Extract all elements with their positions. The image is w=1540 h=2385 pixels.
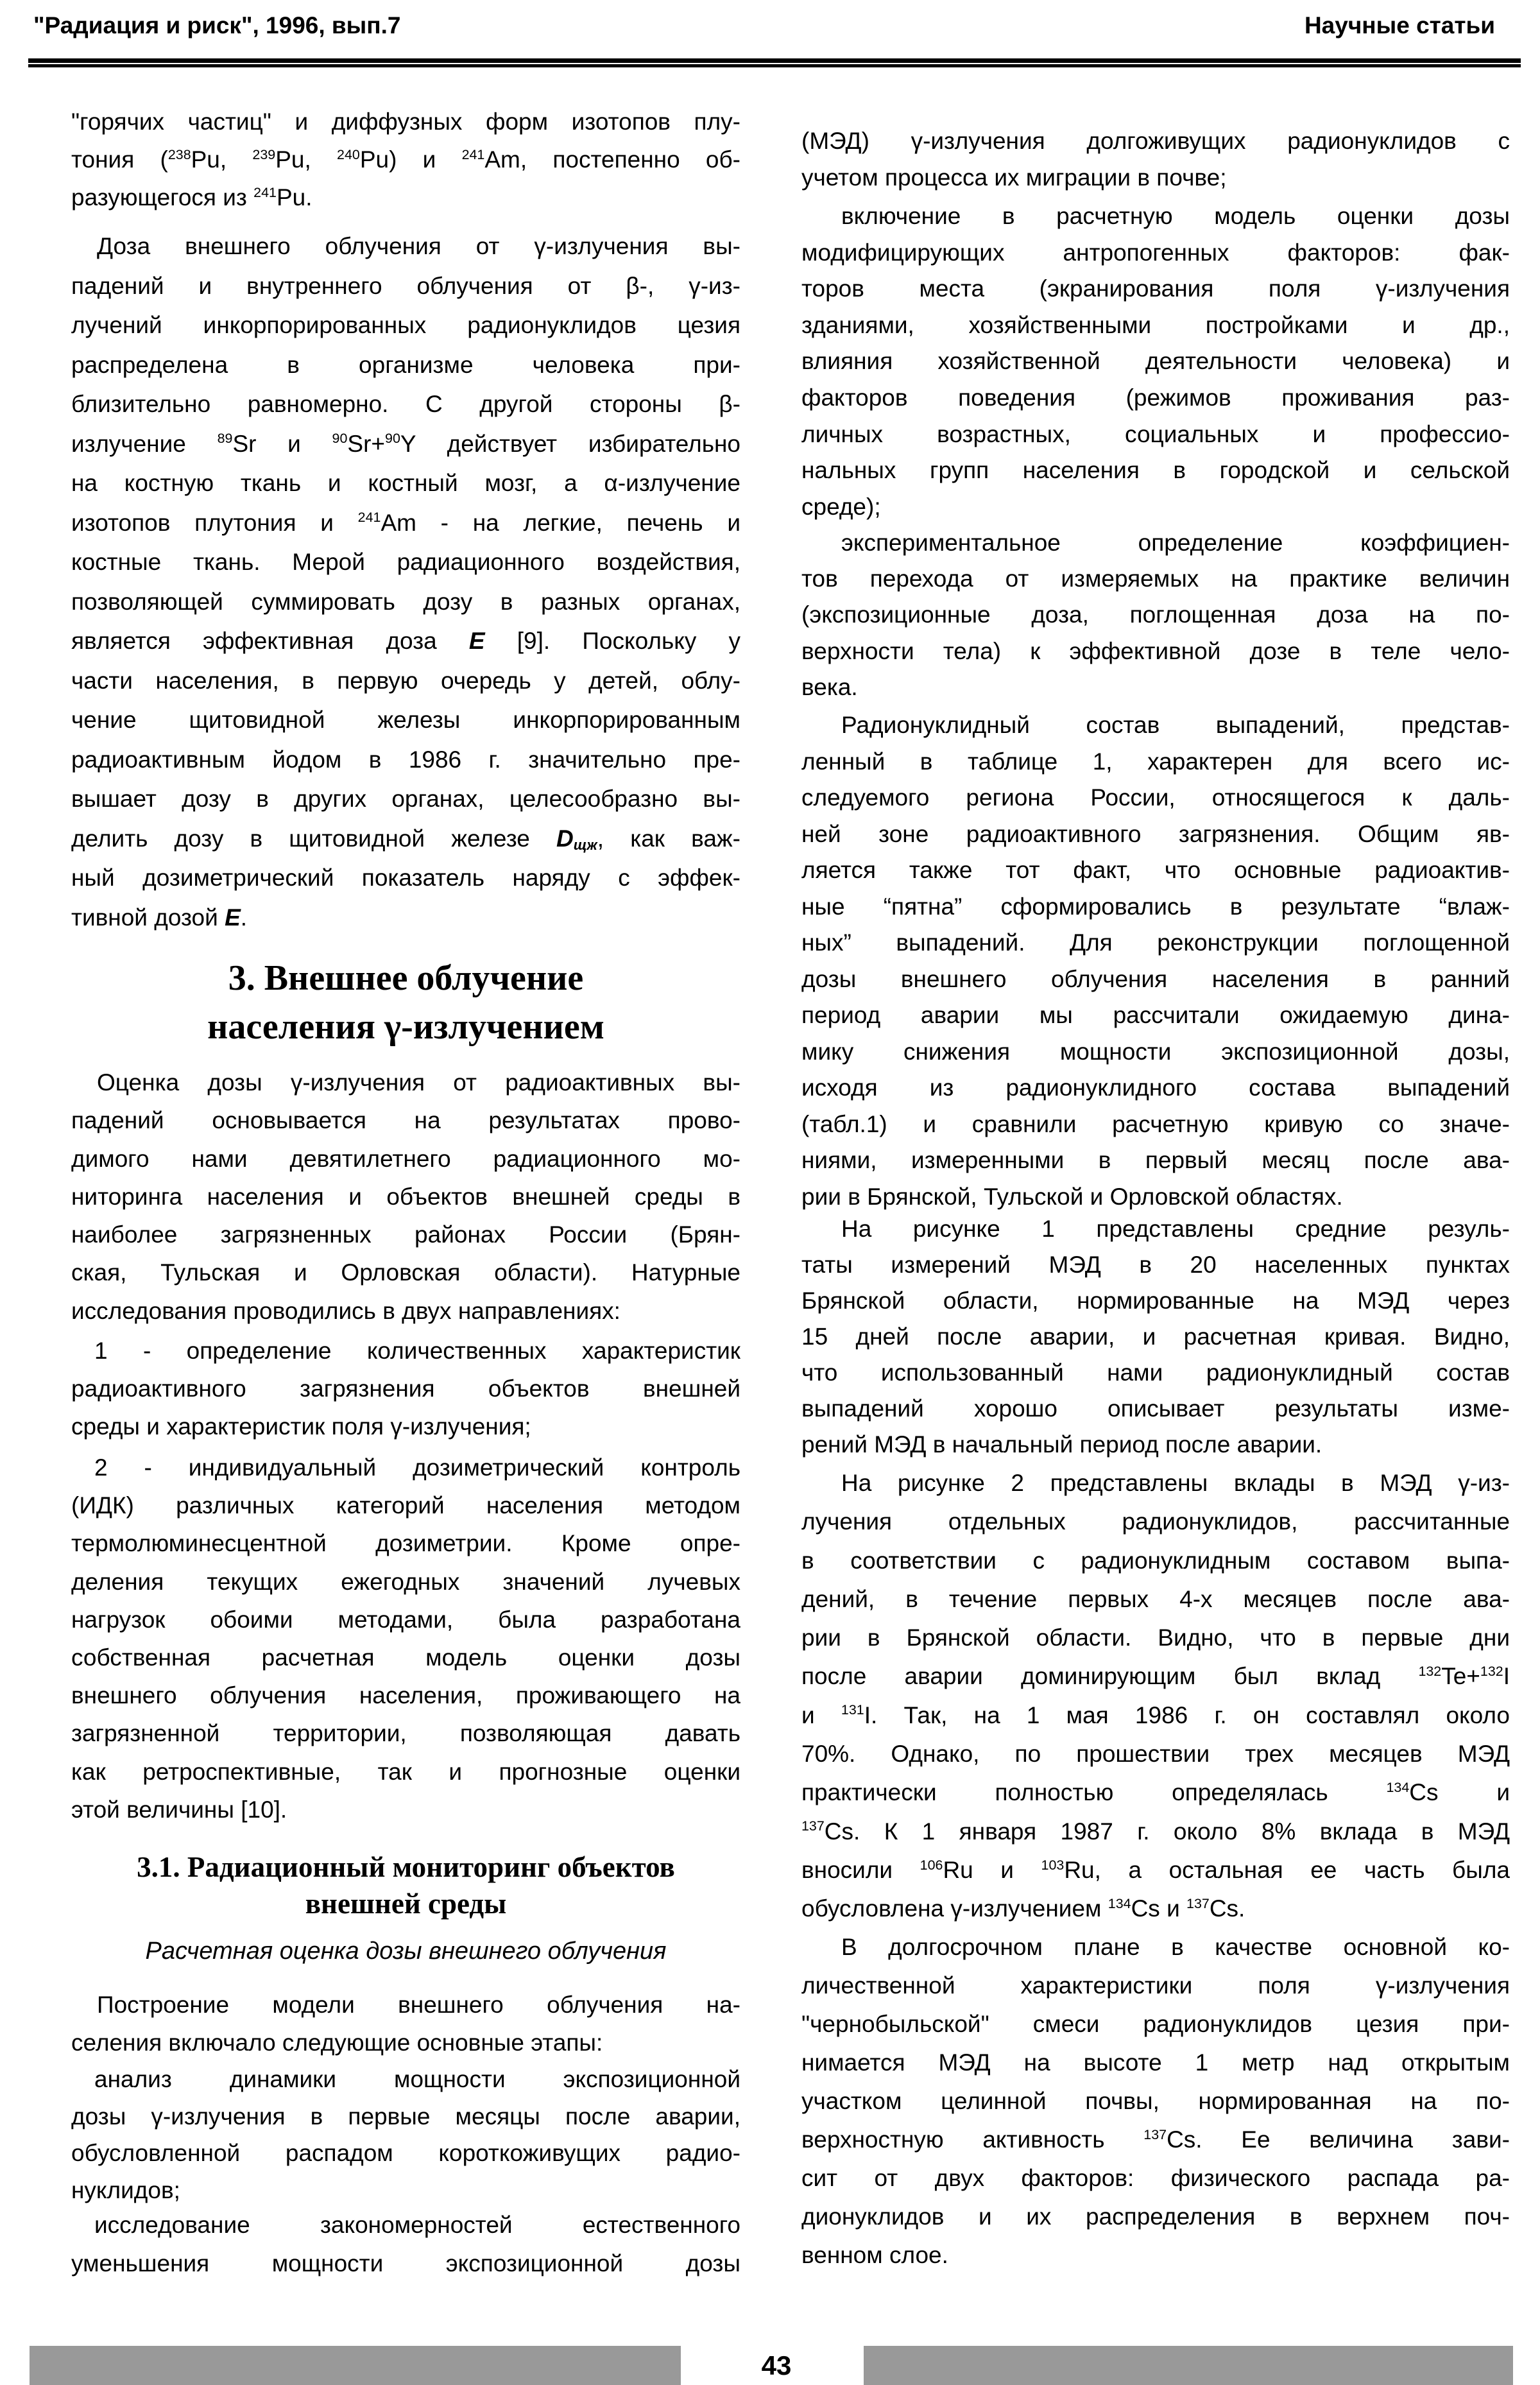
text-line: [801, 1502, 1510, 1541]
text-line: [801, 1319, 1510, 1355]
paragraph: [801, 1928, 1510, 2275]
text-line: [801, 235, 1510, 271]
subsection-heading-line: 3.1. Радиационный мониторинг объектов: [137, 1851, 675, 1883]
text-run: ных” выпадений. Для реконструкции поглощенной: [801, 929, 1510, 956]
text-run: разующегося из: [71, 184, 254, 211]
text-line: [71, 306, 740, 345]
text-run: верхностную активность: [801, 2126, 1144, 2153]
paragraph: [71, 2061, 740, 2209]
text-line: [71, 2024, 740, 2062]
text-line: [801, 271, 1510, 307]
text-run: нальных групп населения в городской и сельской: [801, 457, 1510, 484]
text-line: [801, 1355, 1510, 1391]
paragraph: [801, 707, 1510, 1215]
text-line: [801, 889, 1510, 926]
text-run: "чернобыльской" смеси радионуклидов цезия при-: [801, 2011, 1510, 2037]
text-line: [801, 1967, 1510, 2005]
text-line: [801, 307, 1510, 344]
text-line: [801, 1735, 1510, 1773]
text-run: Построение модели внешнего облучения на-: [97, 1992, 740, 2018]
text-run: анализ динамики мощности экспозиционной: [94, 2066, 740, 2092]
text-line: [801, 2005, 1510, 2044]
text-line: [71, 1676, 740, 1714]
text-line: [71, 1292, 740, 1330]
text-run: мику снижения мощности экспозиционной дозы,: [801, 1038, 1510, 1065]
section-header: Научные статьи: [1304, 12, 1495, 39]
text-run: Pu) и: [359, 146, 462, 173]
text-line: [71, 1563, 740, 1601]
text-run: Pu,: [191, 146, 253, 173]
text-line: [71, 542, 740, 582]
text-line: [71, 424, 740, 464]
text-run: "горячих частиц" и диффузных форм изотопов плу-: [71, 108, 740, 135]
text-run: I: [1503, 1663, 1510, 1690]
text-line: [71, 1449, 740, 1486]
text-run: включение в расчетную модель оценки дозы: [841, 203, 1510, 229]
text-run: селения включало следующие основные этапы:: [71, 2029, 603, 2056]
isotope-mass-superscript: 239: [252, 146, 276, 162]
text-run: чение щитовидной железы инкорпорированным: [71, 707, 740, 733]
text-run: 2 - индивидуальный дозиметрический контроль: [94, 1454, 740, 1481]
text-run: падений и внутреннего облучения от β-, γ-из-: [71, 272, 740, 299]
text-run: венном слое.: [801, 2242, 948, 2268]
text-line: [71, 1986, 740, 2024]
text-run: (ИДК) различных категорий населения методом: [71, 1492, 740, 1519]
subsubsection-heading: Расчетная оценка дозы внешнего облучения: [145, 1938, 667, 1965]
text-run: нагрузок обоими методами, была разработана: [71, 1606, 740, 1633]
text-line: [801, 1812, 1510, 1851]
text-run: Cs и: [1409, 1779, 1510, 1806]
text-line: [71, 1101, 740, 1139]
text-line: [71, 463, 740, 503]
text-line: [801, 597, 1510, 633]
text-run: тивной дозой: [71, 904, 225, 931]
text-run: делить дозу в щитовидной железе: [71, 825, 556, 852]
text-run: нуклидов;: [71, 2177, 180, 2204]
text-line: [801, 2236, 1510, 2275]
text-run: .: [240, 904, 248, 931]
text-run: Am, постепенно об-: [484, 146, 741, 173]
text-run: Te+: [1441, 1663, 1480, 1690]
text-line: [71, 1063, 740, 1101]
text-run: лучений инкорпорированных радионуклидов цезия: [71, 312, 740, 338]
text-run: лучения отдельных радионуклидов, рассчитанные: [801, 1508, 1510, 1535]
text-line: [801, 1391, 1510, 1427]
text-line: [801, 633, 1510, 669]
text-line: [71, 141, 740, 178]
text-line: [801, 1657, 1510, 1696]
footer-bar-left: [30, 2346, 681, 2385]
text-line: [801, 1928, 1510, 1967]
text-run: модифицирующих антропогенных факторов: фак-: [801, 239, 1510, 266]
text-line: [71, 858, 740, 898]
text-run: [9]. Поскольку у: [484, 628, 741, 654]
text-line: [71, 779, 740, 819]
text-run: этой величины [10].: [71, 1796, 287, 1823]
text-line: [801, 1070, 1510, 1106]
text-line: [71, 103, 740, 141]
text-line: [801, 852, 1510, 889]
journal-header: "Радиация и риск", 1996, вып.7: [33, 12, 401, 39]
text-run: торов места (экранирования поля γ-излучения: [801, 275, 1510, 302]
paragraph: [801, 1464, 1510, 1929]
text-run: рений МЭД в начальный период после аварии.: [801, 1431, 1322, 1458]
text-line: [71, 2206, 740, 2244]
text-line: [801, 1179, 1510, 1216]
text-run: исходя из радионуклидного состава выпадений: [801, 1074, 1510, 1101]
text-line: [71, 1140, 740, 1178]
isotope-mass-superscript: 103: [1041, 1857, 1065, 1873]
text-line: [71, 266, 740, 306]
paragraph: [801, 198, 1510, 525]
text-run: Оценка дозы γ-излучения от радиоактивных вы-: [97, 1069, 740, 1096]
text-run: ный дозиметрический показатель наряду с эффек-: [71, 865, 740, 891]
text-run: таты измерений МЭД в 20 населенных пунктах: [801, 1252, 1510, 1278]
header-rule-thick: [28, 58, 1521, 63]
text-run: уменьшения мощности экспозиционной дозы: [71, 2250, 740, 2277]
text-run: костные ткань. Мерой радиационного воздействия,: [71, 549, 740, 575]
text-run: влияния хозяйственной деятельности человека) и: [801, 348, 1510, 375]
header-rule-thin: [28, 64, 1521, 67]
text-line: [71, 1753, 740, 1791]
text-line: [801, 1696, 1510, 1735]
text-line: [801, 417, 1510, 453]
text-line: [801, 1211, 1510, 1247]
text-run: Брянской области, нормированные на МЭД через: [801, 1287, 1510, 1314]
text-run: Доза внешнего облучения от γ-излучения вы-: [97, 233, 740, 259]
text-run: рии в Брянской области. Видно, что в первые дни: [801, 1624, 1510, 1651]
text-line: [801, 1034, 1510, 1071]
isotope-mass-superscript: 90: [385, 431, 400, 447]
text-run: обусловленной распадом короткоживущих радио-: [71, 2140, 740, 2167]
paragraph: [71, 1449, 740, 1829]
text-line: [801, 1851, 1510, 1890]
text-run: учетом процесса их миграции в почве;: [801, 164, 1227, 191]
text-line: [801, 380, 1510, 417]
text-run: тония (: [71, 146, 168, 173]
text-run: ниями, измеренными в первый месяц после ава-: [801, 1147, 1510, 1173]
paragraph: [801, 1211, 1510, 1463]
text-run: Радионуклидный состав выпадений, представ-: [841, 712, 1510, 738]
text-run: на костную ткань и костный мозг, а α-излучение: [71, 470, 740, 496]
text-line: [71, 621, 740, 661]
text-run: Sr и: [232, 430, 332, 457]
text-line: [71, 1408, 740, 1445]
text-run: (табл.1) и сравнили расчетную кривую со значе-: [801, 1110, 1510, 1137]
text-line: [801, 961, 1510, 998]
text-run: среды и характеристик поля γ-излучения;: [71, 1413, 531, 1440]
text-run: что использованный нами радионуклидный состав: [801, 1359, 1510, 1386]
text-run: тов перехода от измеряемых на практике величин: [801, 565, 1510, 592]
text-line: [801, 780, 1510, 816]
text-run: в соответствии с радионуклидным составом выпа-: [801, 1547, 1510, 1574]
text-line: [801, 489, 1510, 526]
isotope-mass-superscript: 137: [1143, 2126, 1167, 2142]
text-line: [801, 525, 1510, 561]
paragraph: [71, 1986, 740, 2062]
text-line: [801, 2159, 1510, 2198]
text-run: Cs. Ее величина зави-: [1167, 2126, 1510, 2153]
text-run: среде);: [801, 493, 881, 520]
text-line: [71, 2061, 740, 2098]
text-run: сит от двух факторов: физического распада ра-: [801, 2165, 1510, 2191]
text-run: рии в Брянской, Тульской и Орловской областях.: [801, 1183, 1343, 1210]
text-run: ляется также тот факт, что основные радиоактив-: [801, 857, 1510, 883]
text-line: [71, 898, 740, 938]
paragraph: [71, 227, 740, 937]
text-line: [801, 1580, 1510, 1619]
dose-symbol: E: [468, 628, 485, 654]
isotope-mass-superscript: 241: [461, 146, 485, 162]
text-run: зданиями, хозяйственными постройками и др.,: [801, 311, 1510, 338]
text-run: и: [801, 1701, 841, 1728]
text-run: деления текущих ежегодных значений лучевых: [71, 1568, 740, 1595]
text-run: На рисунке 2 представлены вклады в МЭД γ-из-: [841, 1470, 1510, 1496]
subsection-heading-line: внешней среды: [305, 1888, 507, 1920]
dose-symbol: D: [556, 825, 574, 852]
text-line: [801, 925, 1510, 961]
text-line: [801, 561, 1510, 597]
text-run: наиболее загрязненных районах России (Брян-: [71, 1221, 740, 1248]
text-line: [801, 816, 1510, 853]
text-run: Ru и: [943, 1856, 1041, 1883]
text-run: дозы внешнего облучения населения в ранний: [801, 965, 1510, 992]
text-line: [71, 345, 740, 385]
section-heading-line: населения γ-излучением: [207, 1007, 604, 1047]
text-line: [801, 1142, 1510, 1179]
text-run: изотопов плутония и: [71, 509, 358, 536]
text-run: века.: [801, 673, 858, 700]
text-line: [71, 1178, 740, 1216]
text-run: участком целинной почвы, нормированная на по-: [801, 2088, 1510, 2114]
isotope-mass-superscript: 238: [167, 146, 191, 162]
text-run: , как важ-: [597, 825, 740, 852]
text-run: Pu,: [275, 146, 338, 173]
text-line: [71, 503, 740, 543]
text-run: 1 - определение количественных характеристик: [94, 1338, 740, 1364]
text-run: ская, Тульская и Орловская области). Натурные: [71, 1259, 740, 1286]
text-line: [801, 1464, 1510, 1502]
text-run: падений основывается на результатах прово-: [71, 1107, 740, 1134]
text-line: [71, 2244, 740, 2283]
text-run: распределена в организме человека при-: [71, 351, 740, 378]
text-run: ные “пятна” сформировались в результате “влаж-: [801, 893, 1510, 920]
isotope-mass-superscript: 89: [217, 431, 233, 447]
text-line: [801, 452, 1510, 489]
text-run: излучение: [71, 430, 218, 457]
isotope-mass-superscript: 90: [332, 431, 348, 447]
text-run: загрязненной территории, позволяющая давать: [71, 1720, 740, 1747]
paragraph: [801, 123, 1510, 196]
text-run: позволяющей суммировать дозу в разных органах,: [71, 588, 740, 615]
text-run: выпадений хорошо описывает результаты изме-: [801, 1395, 1510, 1422]
dose-symbol: E: [225, 904, 241, 931]
text-run: нимается МЭД на высоте 1 метр над открытым: [801, 2049, 1510, 2076]
text-run: Cs.: [1209, 1895, 1245, 1922]
text-line: [801, 2082, 1510, 2121]
text-line: [801, 343, 1510, 380]
text-line: [801, 1890, 1510, 1928]
isotope-mass-superscript: 134: [1386, 1780, 1410, 1796]
text-line: [801, 707, 1510, 744]
text-run: Cs и: [1131, 1895, 1187, 1922]
paragraph: [71, 2206, 740, 2283]
text-line: [71, 1486, 740, 1524]
text-line: [801, 1427, 1510, 1463]
text-run: является эффективная доза: [71, 628, 469, 654]
text-line: [801, 997, 1510, 1034]
text-run: исследование закономерностей естественного: [94, 2212, 740, 2238]
text-line: [71, 1791, 740, 1829]
text-run: следуемого региона России, относящегося к даль-: [801, 784, 1510, 811]
text-run: радиоактивного загрязнения объектов внешней: [71, 1375, 740, 1402]
text-line: [801, 123, 1510, 159]
text-run: Cs. К 1 января 1987 г. около 8% вклада в МЭД: [824, 1818, 1510, 1845]
text-run: внешнего облучения населения, проживающего на: [71, 1682, 740, 1709]
text-run: термолюминесцентной дозиметрии. Кроме опре-: [71, 1530, 740, 1557]
dose-symbol-subscript: щж: [573, 837, 597, 854]
text-run: обусловлена γ-излучением: [801, 1895, 1108, 1922]
text-run: личных возрастных, социальных и профессио-: [801, 420, 1510, 447]
isotope-mass-superscript: 132: [1418, 1664, 1442, 1680]
text-run: период аварии мы рассчитали ожидаемую дина-: [801, 1002, 1510, 1028]
text-run: Am - на легкие, печень и: [381, 509, 740, 536]
text-line: [71, 1524, 740, 1562]
text-line: [71, 582, 740, 622]
text-run: близительно равномерно. С другой стороны β-: [71, 391, 740, 417]
text-run: Sr+: [347, 430, 386, 457]
text-run: На рисунке 1 представлены средние резуль-: [841, 1216, 1510, 1242]
isotope-mass-superscript: 106: [920, 1857, 943, 1873]
text-run: радиоактивным йодом в 1986 г. значительно пре-: [71, 746, 740, 773]
text-run: ленный в таблице 1, характерен для всего ис-: [801, 748, 1510, 775]
isotope-mass-superscript: 240: [337, 146, 360, 162]
text-line: [71, 700, 740, 740]
text-line: [71, 1601, 740, 1639]
text-run: экспериментальное определение коэффициен-: [841, 530, 1510, 556]
text-run: после аварии доминирующим был вклад: [801, 1663, 1419, 1690]
text-line: [71, 1216, 740, 1253]
text-run: как ретроспективные, так и прогнозные оценки: [71, 1758, 740, 1785]
text-line: [801, 1542, 1510, 1580]
text-line: [801, 1283, 1510, 1319]
isotope-mass-superscript: 137: [1186, 1895, 1210, 1911]
text-run: верхности тела) к эффективной дозе в теле чело-: [801, 637, 1510, 664]
isotope-mass-superscript: 131: [841, 1702, 864, 1718]
text-run: вышает дозу в других органах, целесообразно вы-: [71, 786, 740, 812]
text-line: [801, 1106, 1510, 1143]
text-run: Y действует избирательно: [400, 430, 741, 457]
text-line: [71, 819, 740, 859]
text-run: димого нами девятилетнего радиационного мо-: [71, 1145, 740, 1172]
paragraph: [71, 103, 740, 216]
isotope-mass-superscript: 132: [1480, 1664, 1503, 1680]
text-line: [71, 1639, 740, 1676]
text-line: [801, 1247, 1510, 1283]
text-run: дозы γ-излучения в первые месяцы после аварии,: [71, 2103, 740, 2130]
text-line: [801, 2121, 1510, 2159]
text-run: практически полностью определялась: [801, 1779, 1387, 1806]
text-line: [71, 2135, 740, 2172]
text-line: [71, 1332, 740, 1370]
text-run: исследования проводились в двух направлениях:: [71, 1297, 620, 1324]
text-run: вносили: [801, 1856, 920, 1883]
text-line: [801, 744, 1510, 780]
text-run: В долгосрочном плане в качестве основной ко-: [841, 1934, 1510, 1960]
text-run: (МЭД) γ-излучения долгоживущих радионуклидов с: [801, 128, 1510, 154]
text-run: 70%. Однако, по прошествии трех месяцев МЭД: [801, 1741, 1510, 1768]
text-run: личественной характеристики поля γ-излучения: [801, 1972, 1510, 1999]
footer-bar-right: [864, 2346, 1513, 2385]
text-line: [71, 661, 740, 701]
text-run: 15 дней после аварии, и расчетная кривая. Видно,: [801, 1323, 1510, 1350]
text-run: (экспозиционные доза, поглощенная доза на по-: [801, 601, 1510, 628]
isotope-mass-superscript: 241: [253, 184, 277, 200]
text-line: [71, 2098, 740, 2135]
text-run: I. Так, на 1 мая 1986 г. он составлял около: [864, 1701, 1510, 1728]
isotope-mass-superscript: 134: [1108, 1895, 1131, 1911]
text-run: факторов поведения (режимов проживания раз-: [801, 384, 1510, 411]
section-heading-line: 3. Внешнее облучение: [228, 958, 584, 998]
text-run: ней зоне радиоактивного загрязнения. Общим яв-: [801, 820, 1510, 847]
text-line: [71, 227, 740, 266]
text-run: дионуклидов и их распределения в верхнем поч-: [801, 2203, 1510, 2230]
text-line: [801, 1619, 1510, 1657]
page-number: 43: [761, 2350, 792, 2381]
text-run: собственная расчетная модель оценки дозы: [71, 1644, 740, 1671]
text-line: [71, 178, 740, 216]
text-line: [801, 2198, 1510, 2236]
isotope-mass-superscript: 137: [801, 1818, 825, 1834]
paragraph: [801, 525, 1510, 705]
paragraph: [71, 1332, 740, 1445]
text-line: [801, 1773, 1510, 1812]
text-line: [71, 1370, 740, 1408]
text-line: [801, 198, 1510, 235]
paragraph: [71, 1063, 740, 1330]
text-line: [71, 2172, 740, 2209]
text-line: [71, 1714, 740, 1752]
text-run: части населения, в первую очередь у детей, облу-: [71, 667, 740, 694]
text-line: [71, 740, 740, 780]
isotope-mass-superscript: 241: [357, 510, 381, 526]
text-line: [71, 1253, 740, 1291]
text-line: [801, 669, 1510, 705]
text-line: [801, 159, 1510, 196]
text-run: Pu.: [276, 184, 312, 211]
text-line: [71, 384, 740, 424]
text-run: дений, в течение первых 4-х месяцев после ава-: [801, 1585, 1510, 1612]
text-run: Ru, а остальная ее часть была: [1064, 1856, 1510, 1883]
text-run: ниторинга населения и объектов внешней среды в: [71, 1183, 740, 1210]
text-line: [801, 2044, 1510, 2082]
